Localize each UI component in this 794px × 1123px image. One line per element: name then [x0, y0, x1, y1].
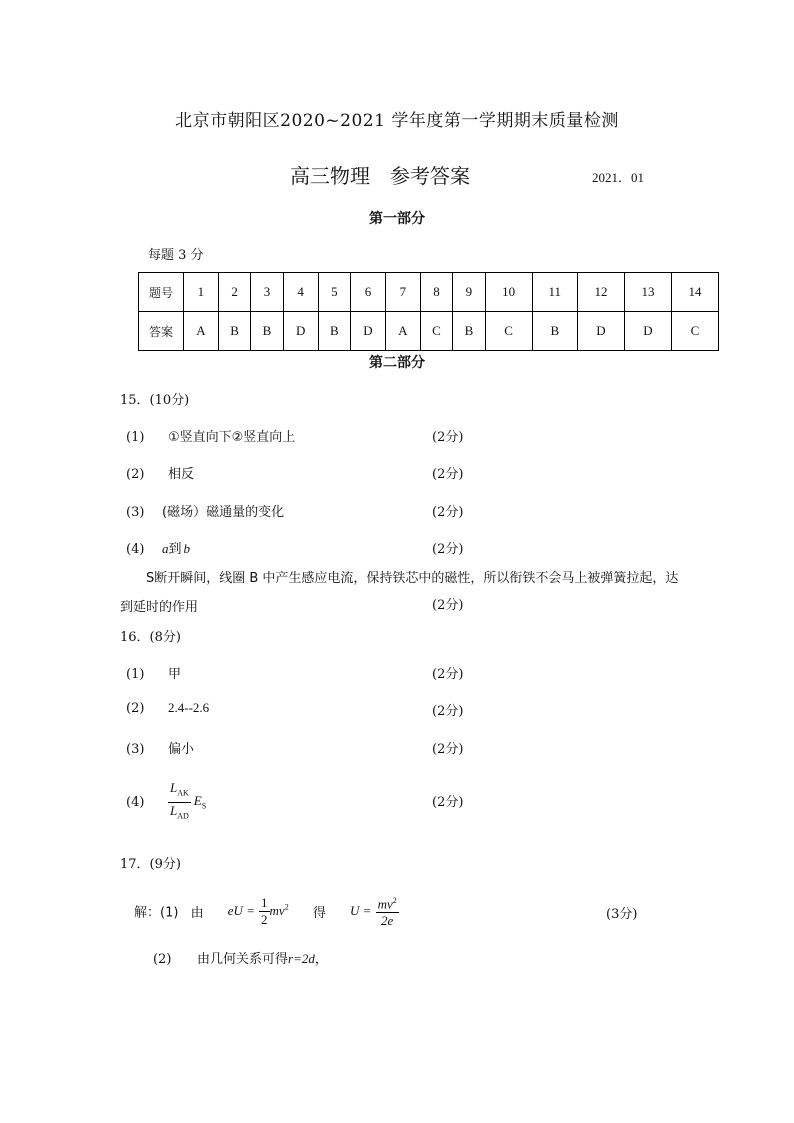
item-answer: (磁场）磁通量的变化 — [162, 505, 285, 520]
item-number: (3) — [126, 742, 145, 757]
answer-cell: C — [485, 312, 532, 351]
q16-item-4-score: (2分) — [432, 795, 464, 810]
item-answer: 甲 — [168, 667, 182, 682]
q15-item-2-score: (2分) — [432, 467, 464, 482]
question-number-cell: 8 — [420, 273, 452, 312]
q16-item-3 — [126, 738, 194, 757]
emf-symbol: $E_S$ — [193, 793, 207, 811]
q17-part-1 — [134, 893, 399, 929]
q15-explanation: S断开瞬间，线圈 B 中产生感应电流，保持铁芯中的磁性，所以衔铁不会马上被弹簧拉起，达到延时的作用 — [120, 571, 679, 615]
answer-cell: A — [184, 312, 219, 351]
document-date: 2021．01 — [592, 170, 645, 185]
answer-cell: B — [453, 312, 485, 351]
item-number: (1) — [126, 430, 145, 445]
question-number-cell: 4 — [283, 273, 318, 312]
q15-item-1 — [126, 426, 295, 445]
item-number: (2) — [126, 467, 145, 482]
document-title: 北京市朝阳区2020~2021 学年度第一学期期末质量检测 — [175, 111, 619, 131]
half-fraction: $\frac{1}{2}$ — [261, 894, 268, 927]
row-label-answer: 答案 — [139, 312, 184, 351]
answer-table-answer-row — [139, 312, 719, 351]
q17-part-2 — [153, 948, 328, 967]
equation-2-left: U = — [350, 903, 372, 919]
document-subtitle: 高三物理 参考答案 — [290, 164, 470, 188]
item-answer-b: b — [183, 541, 191, 556]
question-number-cell: 12 — [577, 273, 624, 312]
question-number-cell: 1 — [184, 273, 219, 312]
fraction-numerator: $L_{AK}$ — [168, 780, 191, 803]
item-number: (4) — [126, 794, 145, 810]
q16-item-2-score: (2分) — [432, 704, 464, 719]
q15-item-4-score: (2分) — [432, 542, 464, 557]
q15-item-1-score: (2分) — [432, 430, 464, 445]
trailing-comma: ， — [314, 952, 328, 967]
answer-cell: D — [283, 312, 318, 351]
item-answer: 偏小 — [168, 742, 195, 757]
item-number: (2) — [126, 701, 145, 716]
q15-item-4 — [126, 538, 190, 557]
q17-part-1-score: (3分) — [606, 907, 638, 922]
q16-item-4 — [126, 780, 206, 824]
answer-cell: C — [671, 312, 718, 351]
item-answer: 相反 — [168, 467, 195, 482]
answer-cell: C — [420, 312, 452, 351]
question-number-cell: 9 — [453, 273, 485, 312]
q16-item-1 — [126, 663, 181, 682]
radius-equation: r=2d — [288, 951, 315, 966]
answer-cell: D — [624, 312, 671, 351]
answer-cell: B — [532, 312, 577, 351]
part-one-heading: 第一部分 — [369, 211, 425, 227]
question-number-cell: 3 — [251, 273, 283, 312]
answer-cell: D — [577, 312, 624, 351]
answer-cell: A — [385, 312, 420, 351]
item-answer: 2.4--2.6 — [168, 700, 210, 715]
voltage-fraction: $\frac{mv^2}{2e}$ — [376, 893, 399, 929]
item-number: (1) — [126, 667, 145, 682]
q15-explanation-score: (2分) — [432, 598, 464, 613]
question-number-cell: 10 — [485, 273, 532, 312]
row-label-number: 题号 — [139, 273, 184, 312]
get-word: 得 — [312, 905, 326, 921]
item-number: (2) — [153, 952, 172, 967]
equation-1-left: eU = — [227, 903, 255, 919]
question-number-cell: 13 — [624, 273, 671, 312]
item-answer-a: a — [162, 541, 169, 556]
part-two-heading: 第二部分 — [369, 355, 425, 371]
q15-item-2 — [126, 463, 194, 482]
question-number-cell: 7 — [385, 273, 420, 312]
question-15-heading: 15．(10分) — [120, 393, 190, 408]
question-number-cell: 14 — [671, 273, 718, 312]
geometry-text: 由几何关系可得 — [197, 952, 289, 967]
item-answer-mid: 到 — [168, 542, 182, 557]
question-number-cell: 5 — [318, 273, 350, 312]
fraction-denominator: $L_{AD}$ — [170, 802, 189, 821]
question-number-cell: 11 — [532, 273, 577, 312]
answer-table — [138, 272, 719, 351]
answer-table-number-row — [139, 273, 719, 312]
answer-cell: B — [318, 312, 350, 351]
answer-cell: D — [351, 312, 386, 351]
question-17-heading: 17．(9分) — [120, 857, 181, 872]
equation-1-right: $mv^2$ — [269, 903, 289, 919]
scoring-note: 每题 3 分 — [148, 248, 204, 263]
answer-cell: B — [218, 312, 250, 351]
item-number: (4) — [126, 542, 145, 557]
q16-item-1-score: (2分) — [432, 667, 464, 682]
q16-item-2 — [126, 700, 209, 716]
answer-cell: B — [251, 312, 283, 351]
question-number-cell: 2 — [218, 273, 250, 312]
item-number: (3) — [126, 505, 145, 520]
q16-item-3-score: (2分) — [432, 742, 464, 757]
from-word: 由 — [190, 905, 204, 921]
solution-label: 解：(1) — [134, 905, 179, 921]
q15-item-3-score: (2分) — [432, 505, 464, 520]
ratio-fraction — [168, 780, 191, 824]
question-16-heading: 16．(8分) — [120, 630, 181, 645]
item-answer: ①竖直向下②竖直向上 — [168, 430, 296, 445]
q15-item-3 — [126, 501, 284, 520]
question-number-cell: 6 — [351, 273, 386, 312]
